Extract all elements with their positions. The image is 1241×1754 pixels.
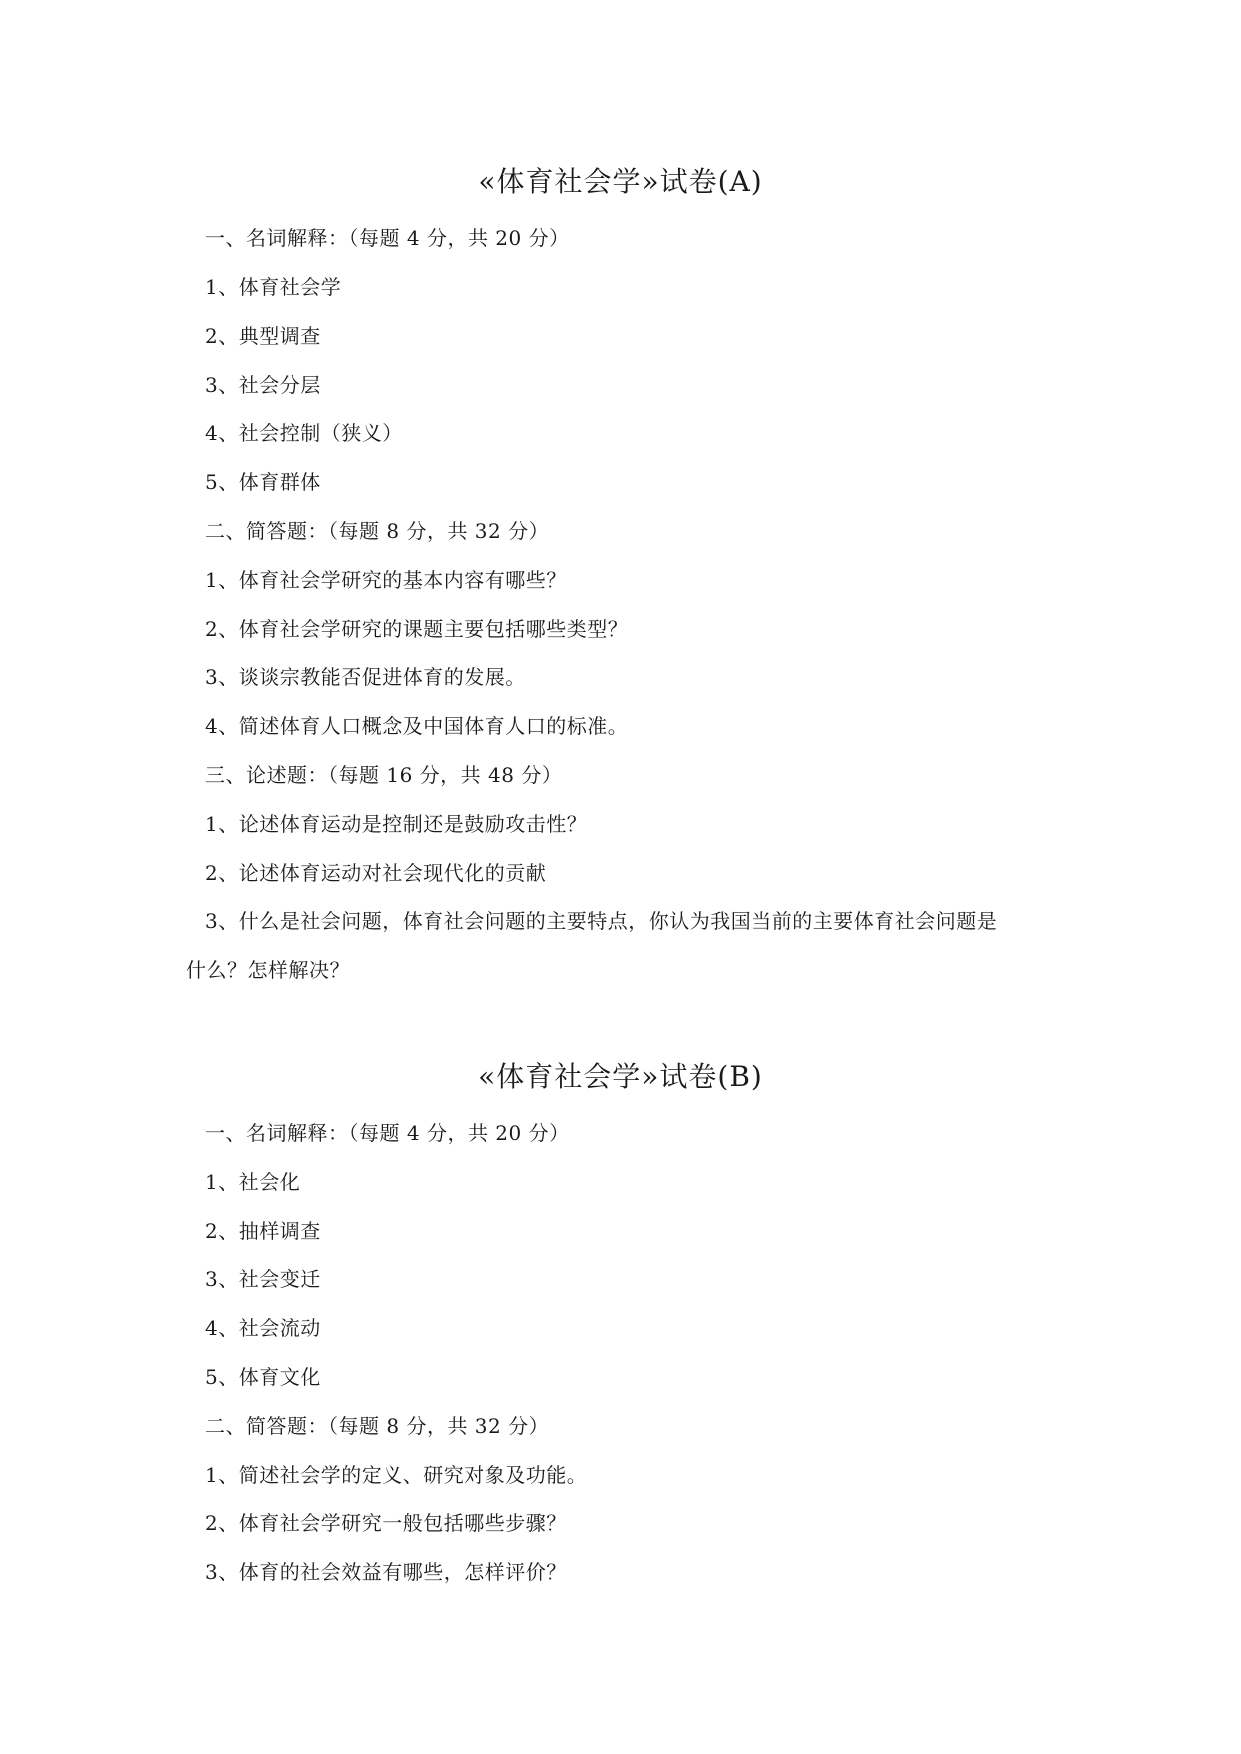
- exam-a-section2-item: 3、谈谈宗教能否促进体育的发展。: [205, 665, 526, 689]
- exam-a-section3-heading: 三、论述题：（每题 16 分，共 48 分）: [205, 763, 563, 787]
- exam-b-section1-item: 4、社会流动: [205, 1316, 321, 1340]
- exam-a-section3-item: 2、论述体育运动对社会现代化的贡献: [205, 861, 547, 885]
- exam-a-section1-item: 4、社会控制（狭义）: [205, 421, 403, 445]
- exam-a-section1-item: 1、体育社会学: [205, 275, 342, 299]
- exam-b-section2-item: 2、体育社会学研究一般包括哪些步骤？: [205, 1511, 567, 1535]
- exam-b-section1-item: 3、社会变迁: [205, 1267, 321, 1291]
- exam-a-section2-item: 4、简述体育人口概念及中国体育人口的标准。: [205, 714, 629, 738]
- exam-a-section3-item: 1、论述体育运动是控制还是鼓励攻击性？: [205, 812, 588, 836]
- exam-a-section3-item-continuation: 什么？怎样解决？: [186, 958, 350, 982]
- exam-b-section1-item: 5、体育文化: [205, 1365, 321, 1389]
- exam-a-section3-item: 3、什么是社会问题，体育社会问题的主要特点，你认为我国当前的主要体育社会问题是: [205, 909, 998, 933]
- exam-b-section2-item: 1、简述社会学的定义、研究对象及功能。: [205, 1463, 588, 1487]
- exam-b-section1-heading: 一、名词解释：（每题 4 分，共 20 分）: [205, 1121, 570, 1145]
- exam-a-section1-item: 2、典型调查: [205, 324, 321, 348]
- exam-a-section1-item: 3、社会分层: [205, 373, 321, 397]
- exam-a-section2-item: 2、体育社会学研究的课题主要包括哪些类型？: [205, 617, 629, 641]
- exam-b-title: «体育社会学»试卷(B): [478, 1060, 763, 1093]
- exam-a-section2-heading: 二、简答题：（每题 8 分，共 32 分）: [205, 519, 550, 543]
- exam-b-section1-item: 2、抽样调查: [205, 1219, 321, 1243]
- exam-b-section2-item: 3、体育的社会效益有哪些，怎样评价？: [205, 1560, 567, 1584]
- exam-b-section2-heading: 二、简答题：（每题 8 分，共 32 分）: [205, 1414, 550, 1438]
- exam-b-section1-item: 1、社会化: [205, 1170, 301, 1194]
- exam-a-title: «体育社会学»试卷(A): [478, 165, 763, 198]
- exam-a-section1-item: 5、体育群体: [205, 470, 321, 494]
- exam-a-section1-heading: 一、名词解释：（每题 4 分，共 20 分）: [205, 226, 570, 250]
- exam-a-section2-item: 1、体育社会学研究的基本内容有哪些？: [205, 568, 567, 592]
